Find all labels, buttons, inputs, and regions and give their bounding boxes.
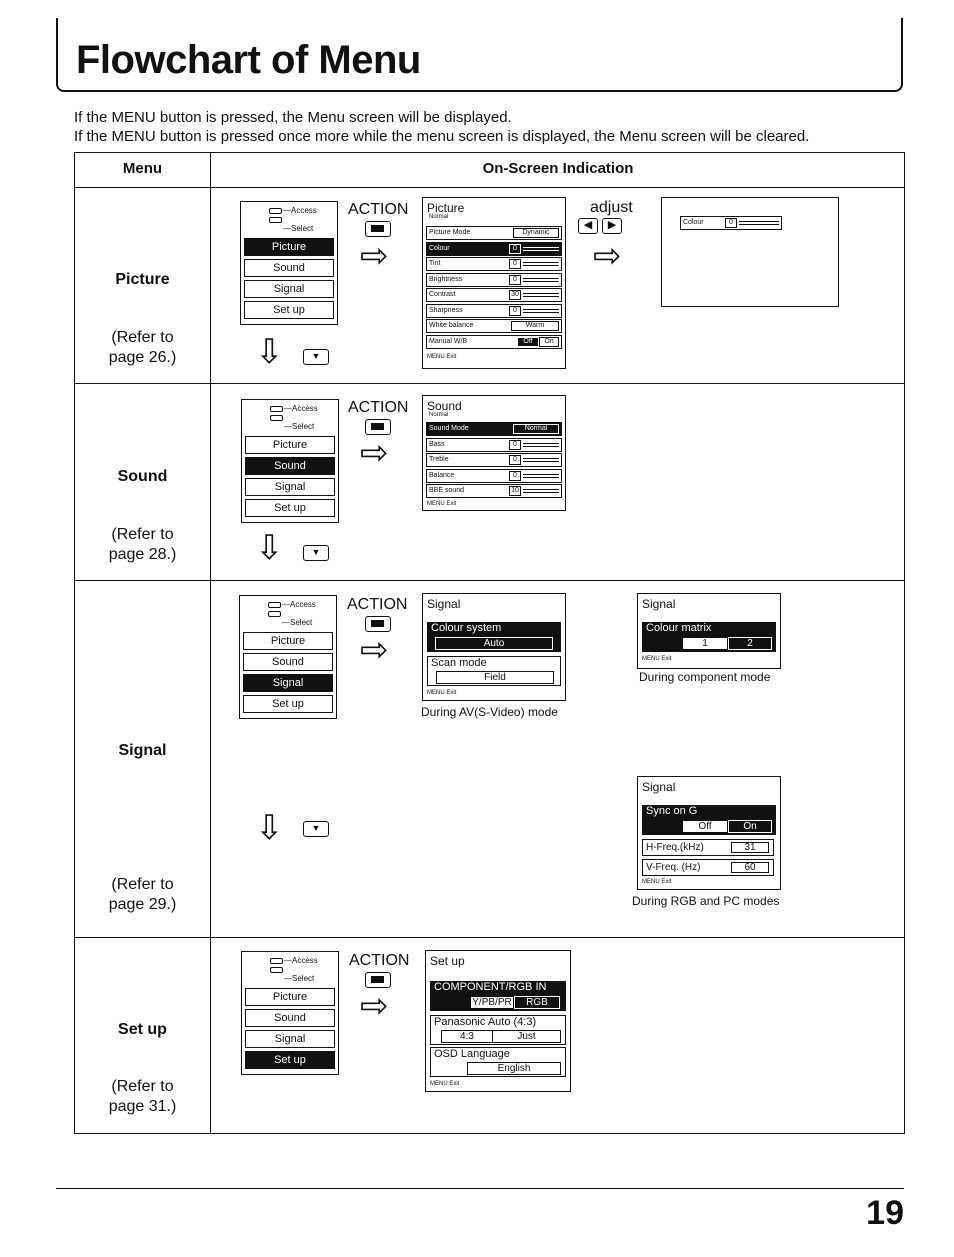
screen-title: Picture	[427, 201, 465, 215]
matrix-option-2: 2	[728, 637, 772, 650]
v-freq-value: 60	[731, 862, 769, 873]
signal-rgb-screen	[637, 776, 781, 890]
menu-item-picture: Picture	[245, 436, 335, 454]
menu-exit-hint: MENU Exit	[427, 354, 457, 360]
menu-item-setup: Set up	[243, 695, 333, 713]
action-button-icon	[365, 972, 391, 988]
setting-row: Balance 0	[426, 469, 562, 483]
scan-mode-row: Scan mode Field	[427, 656, 561, 686]
main-menu-box	[241, 399, 339, 523]
row-divider	[75, 580, 904, 581]
picture-screen	[422, 197, 566, 369]
menu-item-picture: Picture	[244, 238, 334, 256]
screen-mode: Normal	[429, 214, 449, 220]
setting-row: Brightness 0	[426, 273, 562, 287]
sync-option-on: On	[728, 820, 772, 833]
column-divider	[210, 153, 211, 1133]
component-rgb-row: COMPONENT/RGB IN Y/PB/PR RGB	[430, 981, 566, 1011]
setting-row: Bass 0	[426, 438, 562, 452]
main-menu-box	[239, 595, 337, 719]
input-option-rgb: RGB	[514, 996, 560, 1009]
menu-legend: —Access —Select	[270, 956, 318, 983]
menu-item-setup: Set up	[245, 499, 335, 517]
menu-exit-hint: MENU Exit	[427, 501, 457, 507]
h-freq-value: 31	[731, 842, 769, 853]
sound-screen	[422, 395, 566, 511]
v-freq-row: V-Freq. (Hz) 60	[642, 859, 774, 876]
menu-exit-hint: MENU Exit	[642, 656, 672, 662]
setting-row: Contrast 30	[426, 288, 562, 302]
setting-row: Picture Mode Dynamic	[426, 226, 562, 240]
page-number: 19	[866, 1194, 904, 1232]
section-setup-ref-1: (Refer to	[111, 1078, 174, 1095]
menu-exit-hint: MENU Exit	[642, 879, 672, 885]
arrow-down-icon: ⇩	[255, 809, 284, 847]
intro-line-2: If the MENU button is pressed once more while the menu screen is displayed, the Menu screen will be cleared.	[74, 128, 810, 145]
h-freq-row: H-Freq.(kHz) 31	[642, 839, 774, 856]
row-divider	[75, 937, 904, 938]
section-signal-ref-1: (Refer to	[111, 876, 174, 893]
menu-item-setup: Set up	[245, 1051, 335, 1069]
menu-item-picture: Picture	[245, 988, 335, 1006]
menu-item-signal: Signal	[243, 674, 333, 692]
section-setup-ref-2: page 31.)	[108, 1098, 177, 1115]
screen-title: Sound	[427, 399, 462, 413]
action-label: ACTION	[347, 596, 408, 613]
section-setup-name: Set up	[118, 1021, 167, 1038]
aspect-option-just: Just	[493, 1030, 561, 1043]
down-button-icon: ▼	[303, 821, 329, 837]
setting-row: Tint 0	[426, 257, 562, 271]
screen-title: Signal	[642, 597, 676, 611]
action-label: ACTION	[349, 952, 410, 969]
panasonic-auto-row: Panasonic Auto (4:3) 4:3 Just	[430, 1015, 566, 1045]
menu-item-signal: Signal	[245, 478, 335, 496]
menu-legend: —Access —Select	[268, 600, 316, 627]
screen-title: Signal	[642, 780, 676, 794]
action-button-icon	[365, 616, 391, 632]
menu-item-picture: Picture	[243, 632, 333, 650]
footer-rule	[56, 1188, 904, 1189]
setting-row: Colour 0	[426, 242, 562, 256]
menu-item-sound: Sound	[243, 653, 333, 671]
section-picture-ref-1: (Refer to	[111, 329, 174, 346]
adjust-screen	[661, 197, 839, 307]
scan-mode-value: Field	[436, 671, 554, 684]
setup-screen	[425, 950, 571, 1092]
osd-language-value: English	[467, 1062, 561, 1075]
caption-component-mode: During component mode	[639, 670, 771, 684]
intro-line-1: If the MENU button is pressed, the Menu screen will be displayed.	[74, 109, 512, 126]
arrow-right-icon: ⇨	[593, 237, 622, 275]
caption-av-mode: During AV(S-Video) mode	[421, 705, 558, 719]
menu-item-signal: Signal	[244, 280, 334, 298]
menu-exit-hint: MENU Exit	[427, 690, 457, 696]
setting-row: Sharpness 0	[426, 304, 562, 318]
setting-row: White balance Warm	[426, 319, 562, 333]
down-button-icon: ▼	[303, 545, 329, 561]
aspect-option-43: 4:3	[441, 1030, 493, 1043]
screen-title: Signal	[427, 597, 461, 611]
section-sound-name: Sound	[117, 468, 168, 485]
setting-row: Sound Mode Normal	[426, 422, 562, 436]
signal-component-screen	[637, 593, 781, 669]
colour-system-value: Auto	[435, 637, 553, 650]
row-divider	[75, 187, 904, 188]
main-menu-box	[240, 201, 338, 325]
menu-item-sound: Sound	[244, 259, 334, 277]
row-divider	[75, 383, 904, 384]
action-button-icon	[365, 221, 391, 237]
colour-matrix-row: Colour matrix 1 2	[642, 622, 776, 652]
header-onscreen: On-Screen Indication	[482, 160, 634, 177]
adjust-row: Colour 0	[680, 216, 782, 230]
arrow-right-icon: ⇨	[360, 434, 389, 472]
menu-exit-hint: MENU Exit	[430, 1081, 460, 1087]
menu-item-sound: Sound	[245, 457, 335, 475]
screen-mode: Normal	[429, 412, 449, 418]
right-button-icon: ▶	[602, 218, 622, 234]
menu-legend: —Access —Select	[269, 206, 317, 233]
section-picture-ref-2: page 26.)	[108, 349, 177, 366]
setting-row: Treble 0	[426, 453, 562, 467]
caption-rgb-mode: During RGB and PC modes	[632, 894, 780, 908]
screen-title: Set up	[430, 954, 465, 968]
arrow-right-icon: ⇨	[360, 987, 389, 1025]
sync-option-off: Off	[682, 820, 728, 833]
adjust-label: adjust	[590, 199, 633, 216]
action-label: ACTION	[348, 201, 409, 218]
section-sound-ref-1: (Refer to	[111, 526, 174, 543]
left-button-icon: ◀	[578, 218, 598, 234]
section-signal-name: Signal	[118, 742, 167, 759]
arrow-right-icon: ⇨	[360, 237, 389, 275]
menu-item-setup: Set up	[244, 301, 334, 319]
flowchart-table	[74, 152, 905, 1134]
action-label: ACTION	[348, 399, 409, 416]
signal-av-screen	[422, 593, 566, 701]
section-signal-ref-2: page 29.)	[108, 896, 177, 913]
page-title: Flowchart of Menu	[76, 38, 421, 82]
setting-row: Manual W/B Off On	[426, 335, 562, 349]
section-picture-name: Picture	[115, 271, 170, 288]
down-button-icon: ▼	[303, 349, 329, 365]
setting-row: BBE sound 10	[426, 484, 562, 498]
arrow-down-icon: ⇩	[255, 529, 284, 567]
action-button-icon	[365, 419, 391, 435]
arrow-down-icon: ⇩	[255, 333, 284, 371]
input-option-ypbpr: Y/PB/PR	[470, 996, 514, 1009]
menu-legend: —Access —Select	[270, 404, 318, 431]
sync-on-g-row: Sync on G Off On	[642, 805, 776, 835]
colour-system-row: Colour system Auto	[427, 622, 561, 652]
header-menu: Menu	[122, 160, 163, 177]
main-menu-box	[241, 951, 339, 1075]
section-sound-ref-2: page 28.)	[108, 546, 177, 563]
menu-item-sound: Sound	[245, 1009, 335, 1027]
menu-item-signal: Signal	[245, 1030, 335, 1048]
osd-language-row: OSD Language English	[430, 1047, 566, 1077]
matrix-option-1: 1	[682, 637, 728, 650]
arrow-right-icon: ⇨	[360, 631, 389, 669]
